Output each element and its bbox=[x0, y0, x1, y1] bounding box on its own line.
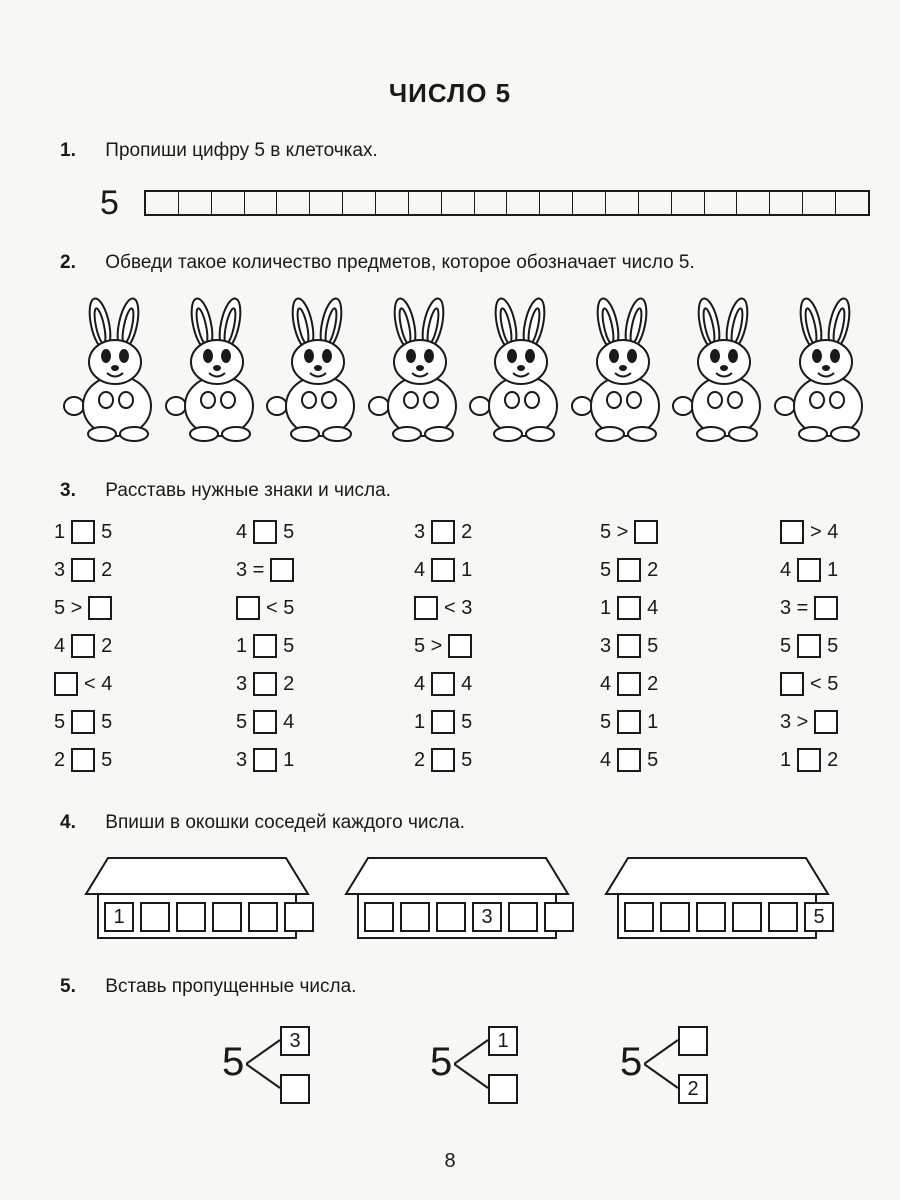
expression-left: 1 bbox=[414, 710, 426, 733]
neighbor-box[interactable] bbox=[660, 902, 690, 932]
neighbor-box[interactable] bbox=[436, 902, 466, 932]
expression-left: 3 bbox=[414, 520, 426, 543]
neighbor-box[interactable] bbox=[696, 902, 726, 932]
answer-box[interactable] bbox=[71, 520, 95, 544]
expression-left: 3 = bbox=[780, 596, 809, 619]
task-number: 4. bbox=[60, 812, 76, 833]
expression-right: 1 bbox=[827, 558, 839, 581]
neighbor-box[interactable] bbox=[400, 902, 430, 932]
answer-box[interactable] bbox=[617, 672, 641, 696]
answer-box[interactable] bbox=[71, 748, 95, 772]
expression-right: 5 bbox=[461, 748, 473, 771]
expression-right: 5 bbox=[461, 710, 473, 733]
neighbor-box: 5 bbox=[804, 902, 834, 932]
expression-left: 4 bbox=[236, 520, 248, 543]
comparison-expression bbox=[780, 594, 838, 622]
comparison-expression bbox=[780, 708, 838, 736]
answer-box[interactable] bbox=[88, 596, 112, 620]
expression-left: 4 bbox=[414, 672, 426, 695]
task-1-heading bbox=[60, 140, 378, 162]
writing-cell[interactable] bbox=[540, 192, 573, 214]
answer-box[interactable] bbox=[253, 710, 277, 734]
expression-left: 5 bbox=[600, 558, 612, 581]
answer-box[interactable] bbox=[814, 596, 838, 620]
tree-root: 5 bbox=[430, 1040, 453, 1084]
expression-right: < 5 bbox=[266, 596, 295, 619]
answer-box[interactable] bbox=[431, 520, 455, 544]
answer-box[interactable] bbox=[617, 558, 641, 582]
writing-cell[interactable] bbox=[475, 192, 508, 214]
tree-bottom-box: 2 bbox=[678, 1074, 708, 1104]
writing-cell[interactable] bbox=[639, 192, 672, 214]
expression-left: 3 bbox=[236, 672, 248, 695]
bunny-icon[interactable] bbox=[671, 294, 771, 444]
writing-cell[interactable] bbox=[409, 192, 442, 214]
tree-top-box: 1 bbox=[488, 1026, 518, 1056]
writing-cell[interactable] bbox=[442, 192, 475, 214]
expression-right: 1 bbox=[461, 558, 473, 581]
comparison-expression bbox=[236, 632, 294, 660]
expression-right: < 3 bbox=[444, 596, 473, 619]
comparison-expression bbox=[414, 594, 472, 622]
comparison-expression bbox=[414, 518, 472, 546]
tree-root: 5 bbox=[222, 1040, 245, 1084]
answer-box[interactable] bbox=[270, 558, 294, 582]
bunny-icon[interactable] bbox=[62, 294, 162, 444]
expression-left: 4 bbox=[414, 558, 426, 581]
expression-left: 4 bbox=[600, 748, 612, 771]
comparison-expression bbox=[780, 632, 838, 660]
sample-digit: 5 bbox=[100, 184, 119, 222]
writing-cell[interactable] bbox=[179, 192, 212, 214]
house bbox=[344, 856, 570, 940]
comparison-expression bbox=[600, 708, 658, 736]
number-tree bbox=[620, 1026, 710, 1106]
expression-right: 2 bbox=[283, 672, 295, 695]
comparison-expression bbox=[414, 556, 472, 584]
comparison-expression bbox=[414, 708, 472, 736]
comparison-expression bbox=[600, 670, 658, 698]
neighbor-box[interactable] bbox=[284, 902, 314, 932]
expression-right: 5 bbox=[101, 710, 113, 733]
bunny-icon[interactable] bbox=[570, 294, 670, 444]
answer-box[interactable] bbox=[797, 558, 821, 582]
expression-left: 5 bbox=[54, 710, 66, 733]
expression-right: 2 bbox=[647, 558, 659, 581]
tree-top-box: 3 bbox=[280, 1026, 310, 1056]
neighbor-box[interactable] bbox=[508, 902, 538, 932]
expression-right: > 4 bbox=[810, 520, 839, 543]
neighbor-box[interactable] bbox=[732, 902, 762, 932]
comparison-expression bbox=[780, 670, 838, 698]
neighbor-box[interactable] bbox=[212, 902, 242, 932]
comparison-expression bbox=[780, 518, 838, 546]
expression-right: 5 bbox=[283, 520, 295, 543]
task-number: 3. bbox=[60, 480, 76, 501]
expression-left: 3 bbox=[236, 748, 248, 771]
answer-box[interactable] bbox=[431, 748, 455, 772]
answer-box[interactable] bbox=[236, 596, 260, 620]
writing-cell[interactable] bbox=[770, 192, 803, 214]
task-text: Обведи такое количество предметов, которое обозначает число 5. bbox=[105, 252, 695, 273]
answer-box[interactable] bbox=[797, 748, 821, 772]
expression-right: 1 bbox=[647, 710, 659, 733]
comparison-expression bbox=[54, 556, 112, 584]
task-text: Вставь пропущенные числа. bbox=[105, 976, 357, 997]
answer-box[interactable] bbox=[71, 558, 95, 582]
bunny-icon[interactable] bbox=[164, 294, 264, 444]
comparison-expression bbox=[54, 632, 112, 660]
house bbox=[604, 856, 830, 940]
expression-right: 4 bbox=[647, 596, 659, 619]
answer-box[interactable] bbox=[253, 748, 277, 772]
task-text: Впиши в окошки соседей каждого числа. bbox=[105, 812, 465, 833]
expression-right: 2 bbox=[101, 634, 113, 657]
answer-box[interactable] bbox=[797, 634, 821, 658]
task-text: Расставь нужные знаки и числа. bbox=[105, 480, 391, 501]
answer-box[interactable] bbox=[634, 520, 658, 544]
answer-box[interactable] bbox=[780, 520, 804, 544]
expression-left: 1 bbox=[780, 748, 792, 771]
expression-left: 1 bbox=[600, 596, 612, 619]
bunny-icon[interactable] bbox=[773, 294, 873, 444]
answer-box[interactable] bbox=[253, 520, 277, 544]
task-2-heading bbox=[60, 252, 695, 274]
expression-left: 3 bbox=[54, 558, 66, 581]
comparison-expression bbox=[236, 708, 294, 736]
comparison-expression bbox=[600, 594, 658, 622]
house bbox=[84, 856, 310, 940]
writing-cell[interactable] bbox=[146, 192, 179, 214]
writing-cell[interactable] bbox=[705, 192, 738, 214]
task-number: 1. bbox=[60, 140, 76, 161]
neighbor-box: 1 bbox=[104, 902, 134, 932]
comparison-expression bbox=[600, 632, 658, 660]
neighbor-box[interactable] bbox=[140, 902, 170, 932]
comparison-expression bbox=[236, 594, 294, 622]
expression-left: 5 bbox=[600, 710, 612, 733]
expression-left: 1 bbox=[54, 520, 66, 543]
answer-box[interactable] bbox=[617, 634, 641, 658]
expression-left: 4 bbox=[54, 634, 66, 657]
neighbor-box[interactable] bbox=[544, 902, 574, 932]
number-tree bbox=[222, 1026, 312, 1106]
comparison-expression bbox=[54, 594, 112, 622]
page-title: ЧИСЛО 5 bbox=[388, 78, 512, 108]
expression-left: 5 bbox=[236, 710, 248, 733]
neighbor-box: 3 bbox=[472, 902, 502, 932]
comparison-expression bbox=[780, 556, 838, 584]
answer-box[interactable] bbox=[814, 710, 838, 734]
expression-left: 5 > bbox=[54, 596, 83, 619]
comparison-expression bbox=[236, 556, 294, 584]
answer-box[interactable] bbox=[54, 672, 78, 696]
expression-left: 1 bbox=[236, 634, 248, 657]
expression-right: < 4 bbox=[84, 672, 113, 695]
number-tree bbox=[430, 1026, 520, 1106]
task-number: 5. bbox=[60, 976, 76, 997]
expression-right: 2 bbox=[101, 558, 113, 581]
expression-left: 3 > bbox=[780, 710, 809, 733]
tree-top-box[interactable] bbox=[678, 1026, 708, 1056]
expression-left: 5 bbox=[780, 634, 792, 657]
expression-left: 3 bbox=[600, 634, 612, 657]
writing-cell[interactable] bbox=[836, 192, 868, 214]
writing-cell[interactable] bbox=[212, 192, 245, 214]
expression-right: 5 bbox=[647, 634, 659, 657]
comparison-expression bbox=[54, 518, 112, 546]
bunny-icon[interactable] bbox=[265, 294, 365, 444]
answer-box[interactable] bbox=[617, 596, 641, 620]
writing-cell[interactable] bbox=[803, 192, 836, 214]
answer-box[interactable] bbox=[617, 748, 641, 772]
comparison-expression bbox=[780, 746, 838, 774]
comparison-expression bbox=[414, 632, 472, 660]
answer-box[interactable] bbox=[431, 558, 455, 582]
expression-right: 2 bbox=[647, 672, 659, 695]
expression-right: 2 bbox=[461, 520, 473, 543]
expression-right: 5 bbox=[101, 748, 113, 771]
comparison-expression bbox=[600, 556, 658, 584]
answer-box[interactable] bbox=[617, 710, 641, 734]
answer-box[interactable] bbox=[414, 596, 438, 620]
answer-box[interactable] bbox=[71, 710, 95, 734]
answer-box[interactable] bbox=[431, 672, 455, 696]
bunny-icon[interactable] bbox=[367, 294, 467, 444]
comparison-expression bbox=[414, 670, 472, 698]
expression-right: 5 bbox=[827, 634, 839, 657]
expression-left: 5 > bbox=[414, 634, 443, 657]
writing-cell[interactable] bbox=[376, 192, 409, 214]
expression-right: 5 bbox=[101, 520, 113, 543]
writing-cell[interactable] bbox=[310, 192, 343, 214]
bunny-icon[interactable] bbox=[468, 294, 568, 444]
task-3-heading bbox=[60, 480, 391, 502]
expression-right: 5 bbox=[283, 634, 295, 657]
writing-cell[interactable] bbox=[737, 192, 770, 214]
expression-left: 4 bbox=[600, 672, 612, 695]
neighbor-box[interactable] bbox=[768, 902, 798, 932]
writing-cell[interactable] bbox=[606, 192, 639, 214]
task-4-heading bbox=[60, 812, 465, 834]
writing-cell[interactable] bbox=[245, 192, 278, 214]
answer-box[interactable] bbox=[71, 634, 95, 658]
comparison-expression bbox=[54, 746, 112, 774]
expression-right: 4 bbox=[461, 672, 473, 695]
tree-bottom-box[interactable] bbox=[488, 1074, 518, 1104]
writing-cell[interactable] bbox=[573, 192, 606, 214]
writing-cell[interactable] bbox=[507, 192, 540, 214]
task-number: 2. bbox=[60, 252, 76, 273]
expression-right: 2 bbox=[827, 748, 839, 771]
writing-cell[interactable] bbox=[277, 192, 310, 214]
neighbor-box[interactable] bbox=[248, 902, 278, 932]
page-number: 8 bbox=[444, 1150, 456, 1172]
task-text: Пропиши цифру 5 в клеточках. bbox=[105, 140, 378, 161]
writing-cells[interactable] bbox=[144, 190, 870, 216]
comparison-expression bbox=[54, 708, 112, 736]
answer-box[interactable] bbox=[780, 672, 804, 696]
expression-left: 2 bbox=[414, 748, 426, 771]
comparison-expression bbox=[236, 518, 294, 546]
comparison-expression bbox=[236, 746, 294, 774]
answer-box[interactable] bbox=[253, 672, 277, 696]
neighbor-box[interactable] bbox=[364, 902, 394, 932]
comparison-expression bbox=[236, 670, 294, 698]
expression-left: 3 = bbox=[236, 558, 265, 581]
expression-right: 1 bbox=[283, 748, 295, 771]
neighbor-box[interactable] bbox=[624, 902, 654, 932]
expression-left: 5 > bbox=[600, 520, 629, 543]
comparison-expression bbox=[600, 518, 658, 546]
comparison-expression bbox=[414, 746, 472, 774]
expression-right: < 5 bbox=[810, 672, 839, 695]
expression-right: 4 bbox=[283, 710, 295, 733]
expression-left: 2 bbox=[54, 748, 66, 771]
comparison-expression bbox=[600, 746, 658, 774]
answer-box[interactable] bbox=[253, 634, 277, 658]
tree-bottom-box[interactable] bbox=[280, 1074, 310, 1104]
tree-root: 5 bbox=[620, 1040, 643, 1084]
writing-cell[interactable] bbox=[343, 192, 376, 214]
neighbor-box[interactable] bbox=[176, 902, 206, 932]
expression-right: 5 bbox=[647, 748, 659, 771]
writing-cell[interactable] bbox=[672, 192, 705, 214]
answer-box[interactable] bbox=[431, 710, 455, 734]
task-5-heading bbox=[60, 976, 356, 998]
expression-left: 4 bbox=[780, 558, 792, 581]
answer-box[interactable] bbox=[448, 634, 472, 658]
comparison-expression bbox=[54, 670, 112, 698]
